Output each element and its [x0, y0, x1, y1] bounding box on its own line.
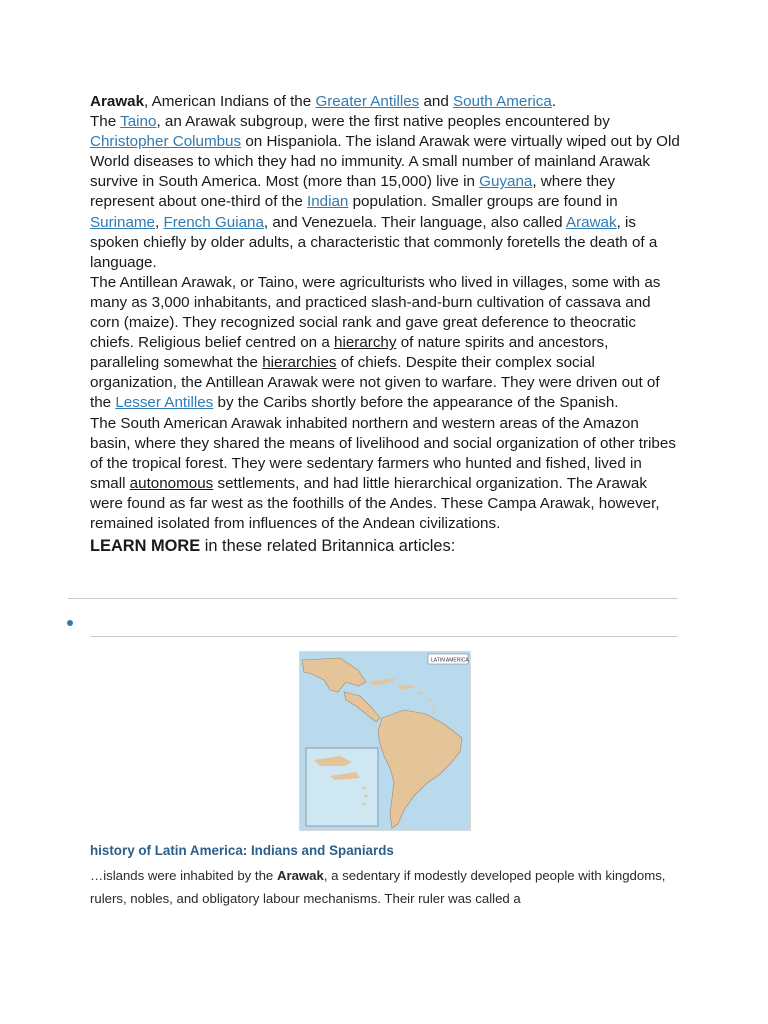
paragraph-antillean: [90, 273, 680, 414]
link-french-guiana[interactable]: French Guiana: [163, 213, 264, 231]
text: of chiefs. Despite their complex social organization, the Antillean Arawak were not given to warfare. They were driven out of the: [90, 354, 660, 412]
divider: [68, 598, 678, 599]
text: The Antillean Arawak, or Taino, were agriculturists who lived in villages, some with as many as 3,000 inhabitants, and practiced slash-and-burn cultivation of cassava and corn (maize). They recognized social rank and gave great deference to theocratic chiefs. Religious belief centred on a: [90, 273, 661, 352]
text: of nature spirits and ancestors, paralleling somewhat the: [90, 334, 609, 372]
paragraph-south-american: [90, 414, 680, 535]
related-article-title[interactable]: history of Latin America: Indians and Spaniards: [90, 843, 394, 858]
term-hierarchy[interactable]: hierarchy: [334, 334, 397, 352]
text: .: [551, 93, 557, 110]
paragraph-taino: [90, 112, 680, 273]
link-christopher-columbus[interactable]: Christopher Columbus: [90, 133, 242, 151]
link-south-america[interactable]: South America: [453, 93, 552, 110]
text: population. Smaller groups are found in: [348, 193, 618, 211]
text: ,: [155, 213, 164, 231]
map-image: [300, 652, 470, 830]
term-arawak: Arawak: [90, 93, 145, 110]
link-indian[interactable]: Indian: [307, 193, 349, 211]
latin-america-map-thumbnail[interactable]: [299, 651, 471, 831]
text: , is spoken chiefly by older adults, a characteristic that commonly foretells the death of a language.: [90, 213, 658, 271]
text: and: [419, 93, 454, 110]
term-hierarchies[interactable]: hierarchies: [262, 354, 337, 372]
link-arawak-language[interactable]: Arawak: [565, 213, 617, 231]
text: , an Arawak subgroup, were the first native peoples encountered by: [156, 113, 610, 131]
term-autonomous[interactable]: autonomous: [129, 474, 214, 492]
link-taino[interactable]: Taino: [120, 113, 157, 131]
related-article-snippet: [90, 864, 680, 910]
text: settlements, and had little hierarchical organization. The Arawak were found as far west as the foothills of the Andes. These Campa Arawak, however, remained isolated from influences of the Andean civilizations.: [90, 474, 660, 532]
link-guyana[interactable]: Guyana: [479, 173, 533, 191]
bullet-icon: [67, 620, 73, 626]
learn-more-rest: in these related Britannica articles:: [200, 537, 456, 556]
text: , American Indians of the: [144, 93, 316, 110]
text: , where they represent about one-third of the: [90, 173, 616, 211]
text: The South American Arawak inhabited northern and western areas of the Amazon basin, where they shared the means of livelihood and social organization of other tribes of the tropical forest. They were sedentary farmers who hunted and fished, lived in small: [90, 414, 676, 492]
learn-more-bold: LEARN MORE: [90, 537, 201, 556]
link-lesser-antilles[interactable]: Lesser Antilles: [115, 394, 214, 412]
divider: [90, 636, 678, 637]
link-suriname[interactable]: Suriname: [90, 213, 155, 231]
snippet-bold: Arawak: [276, 868, 324, 883]
link-greater-antilles[interactable]: Greater Antilles: [315, 93, 420, 110]
map-label: LATIN AMERICA: [431, 657, 469, 664]
text: , and Venezuela. Their language, also called: [263, 213, 566, 231]
snippet-pre: …islands were inhabited by the: [90, 868, 277, 883]
learn-more-heading: [90, 536, 680, 556]
text: The: [90, 113, 121, 131]
text: by the Caribs shortly before the appearance of the Spanish.: [213, 394, 619, 412]
paragraph-intro: [90, 92, 680, 112]
snippet-post: , a sedentary if modestly developed people with kingdoms, rulers, nobles, and obligatory labour mechanisms. Their ruler was called a: [90, 868, 666, 906]
article-body: [90, 92, 680, 556]
text: on Hispaniola. The island Arawak were virtually wiped out by Old World diseases to which they had no immunity. A small number of mainland Arawak survive in South America. Most (more than 15,000) live in: [90, 133, 680, 191]
